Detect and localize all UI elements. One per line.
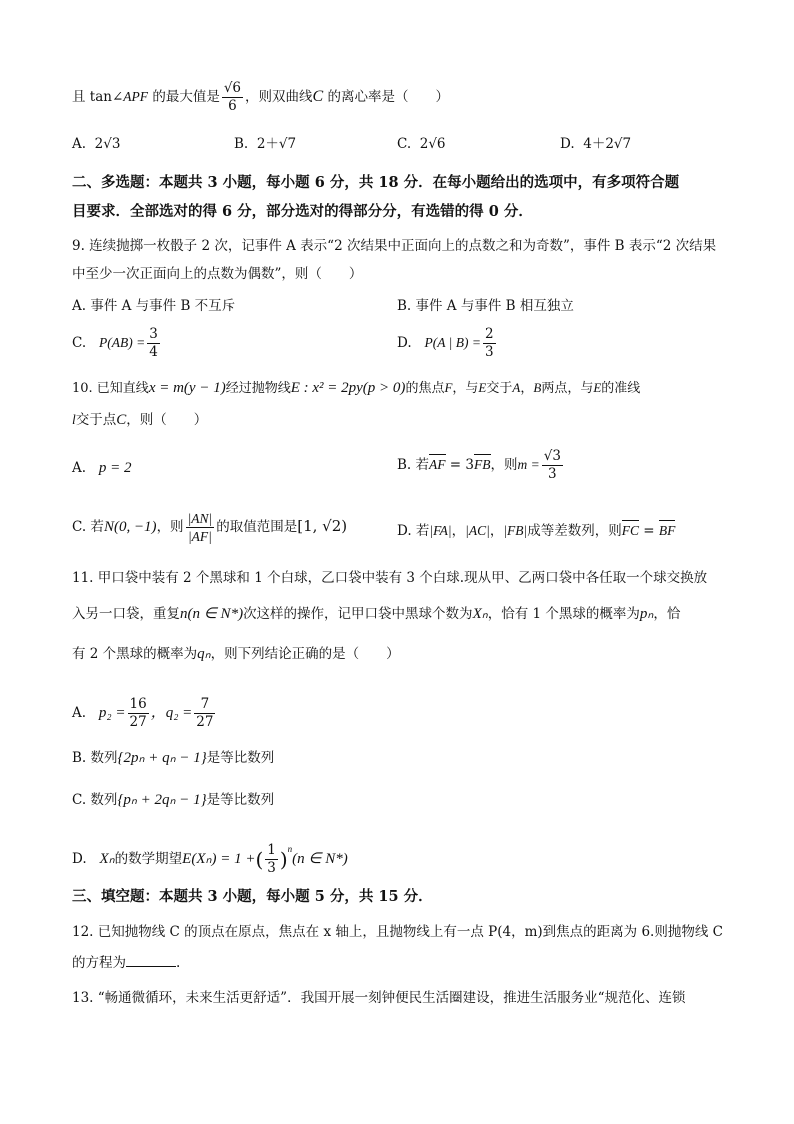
- q8-fraction: $\frac{√6}{6}$: [223, 80, 242, 114]
- q8-option-c: C. 2√6: [397, 136, 446, 152]
- q12-stem-line1: 12. 已知抛物线 C 的顶点在原点，焦点在 x 轴上，且抛物线上有一点 P(4，m)到焦点的距离为 6.则抛物线 C: [72, 924, 723, 940]
- q8-stem: 且 tan∠APF 的最大值是 $\frac{√6}{6}$ ，则双曲线C 的离心率是（ ）: [72, 80, 449, 114]
- q9-option-c: C. P(AB) = $\frac{3}{4}$: [72, 326, 158, 360]
- q13-stem-line1: 13. “畅通微循环，未来生活更舒适”．我国开展一刻钟便民生活圈建设，推进生活服务业“规范化、连锁: [72, 990, 686, 1006]
- q12-stem-line2: 的方程为 .: [72, 952, 180, 973]
- q10-stem-line2: l交于点C，则（ ）: [72, 412, 208, 428]
- q11-option-d: D. Xₙ的数学期望E(Xₙ) = 1 +( $\frac{1}{3}$ )$^n$(n ∈ N*): [72, 842, 348, 876]
- q10-b-fraction: $\frac{√3}{3}$: [543, 448, 561, 482]
- q10-stem-line1: 10. 已知直线x = m(y − 1)经过抛物线E : x² = 2py(p > 0)的焦点F，与E交于A，B两点，与E的准线: [72, 380, 641, 396]
- section2-heading-line1: 二、多选题：本题共 3 小题，每小题 6 分，共 18 分．在每小题给出的选项中，有多项符合题: [72, 174, 680, 191]
- q12-answer-blank[interactable]: [126, 952, 176, 967]
- q10-option-a: A. p = 2: [72, 460, 132, 476]
- q8-option-b: B. 2＋√7: [234, 136, 297, 152]
- q9-option-a: A. 事件 A 与事件 B 不互斥: [72, 298, 236, 314]
- q11-a-q-fraction: $\frac{7}{27}$: [196, 696, 214, 730]
- q8-option-d: D. 4＋2√7: [560, 136, 632, 152]
- section2-heading-line2: 目要求．全部选对的得 6 分，部分选对的得部分分，有选错的得 0 分．: [72, 203, 533, 220]
- q9-option-b: B. 事件 A 与事件 B 相互独立: [397, 298, 574, 314]
- section3-heading: 三、填空题：本题共 3 小题，每小题 5 分，共 15 分．: [72, 888, 433, 905]
- q11-stem-line1: 11. 甲口袋中装有 2 个黑球和 1 个白球，乙口袋中装有 3 个白球.现从甲、乙两口袋中各任取一个球交换放: [72, 570, 708, 586]
- q11-a-p-fraction: $\frac{16}{27}$: [129, 696, 147, 730]
- q8-option-a: A. 2√3: [72, 136, 121, 152]
- q10-option-d: D. 若|FA|，|AC|，|FB|成等差数列，则FC = BF: [397, 520, 675, 541]
- q9-d-fraction: $\frac{2}{3}$: [484, 326, 494, 360]
- q10-option-b: B. 若AF = 3FB，则m = $\frac{√3}{3}$: [397, 448, 561, 482]
- q11-stem-line3: 有 2 个黑球的概率为qₙ，则下列结论正确的是（ ）: [72, 646, 400, 662]
- q11-stem-line2: 入另一口袋，重复n(n ∈ N*)次这样的操作，记甲口袋中黑球个数为Xₙ，恰有 1 个黑球的概率为pₙ，恰: [72, 606, 681, 622]
- q9-stem-line1: 9. 连续抛掷一枚骰子 2 次，记事件 A 表示“2 次结果中正面向上的点数之和为奇数”，事件 B 表示“2 次结果: [72, 238, 717, 254]
- q11-d-fraction: $\frac{1}{3}$: [267, 842, 276, 876]
- q9-option-d: D. P(A | B) = $\frac{2}{3}$: [397, 326, 494, 360]
- q10-c-fraction: $\frac{|AN|}{|AF|}$: [187, 511, 213, 544]
- q11-option-c: C. 数列{pₙ + 2qₙ − 1}是等比数列: [72, 792, 275, 808]
- q10-option-c: C. 若N(0, −1)，则 $\frac{|AN|}{|AF|}$ 的取值范围是[1, √2): [72, 511, 348, 544]
- q9-stem-line2: 中至少一次正面向上的点数为偶数”，则（ ）: [72, 266, 363, 282]
- q11-option-a: A. p₂ = $\frac{16}{27}$ ，q₂ = $\frac{7}{27}$: [72, 696, 214, 730]
- q9-c-fraction: $\frac{3}{4}$: [149, 326, 158, 360]
- q11-option-b: B. 数列{2pₙ + qₙ − 1}是等比数列: [72, 750, 275, 766]
